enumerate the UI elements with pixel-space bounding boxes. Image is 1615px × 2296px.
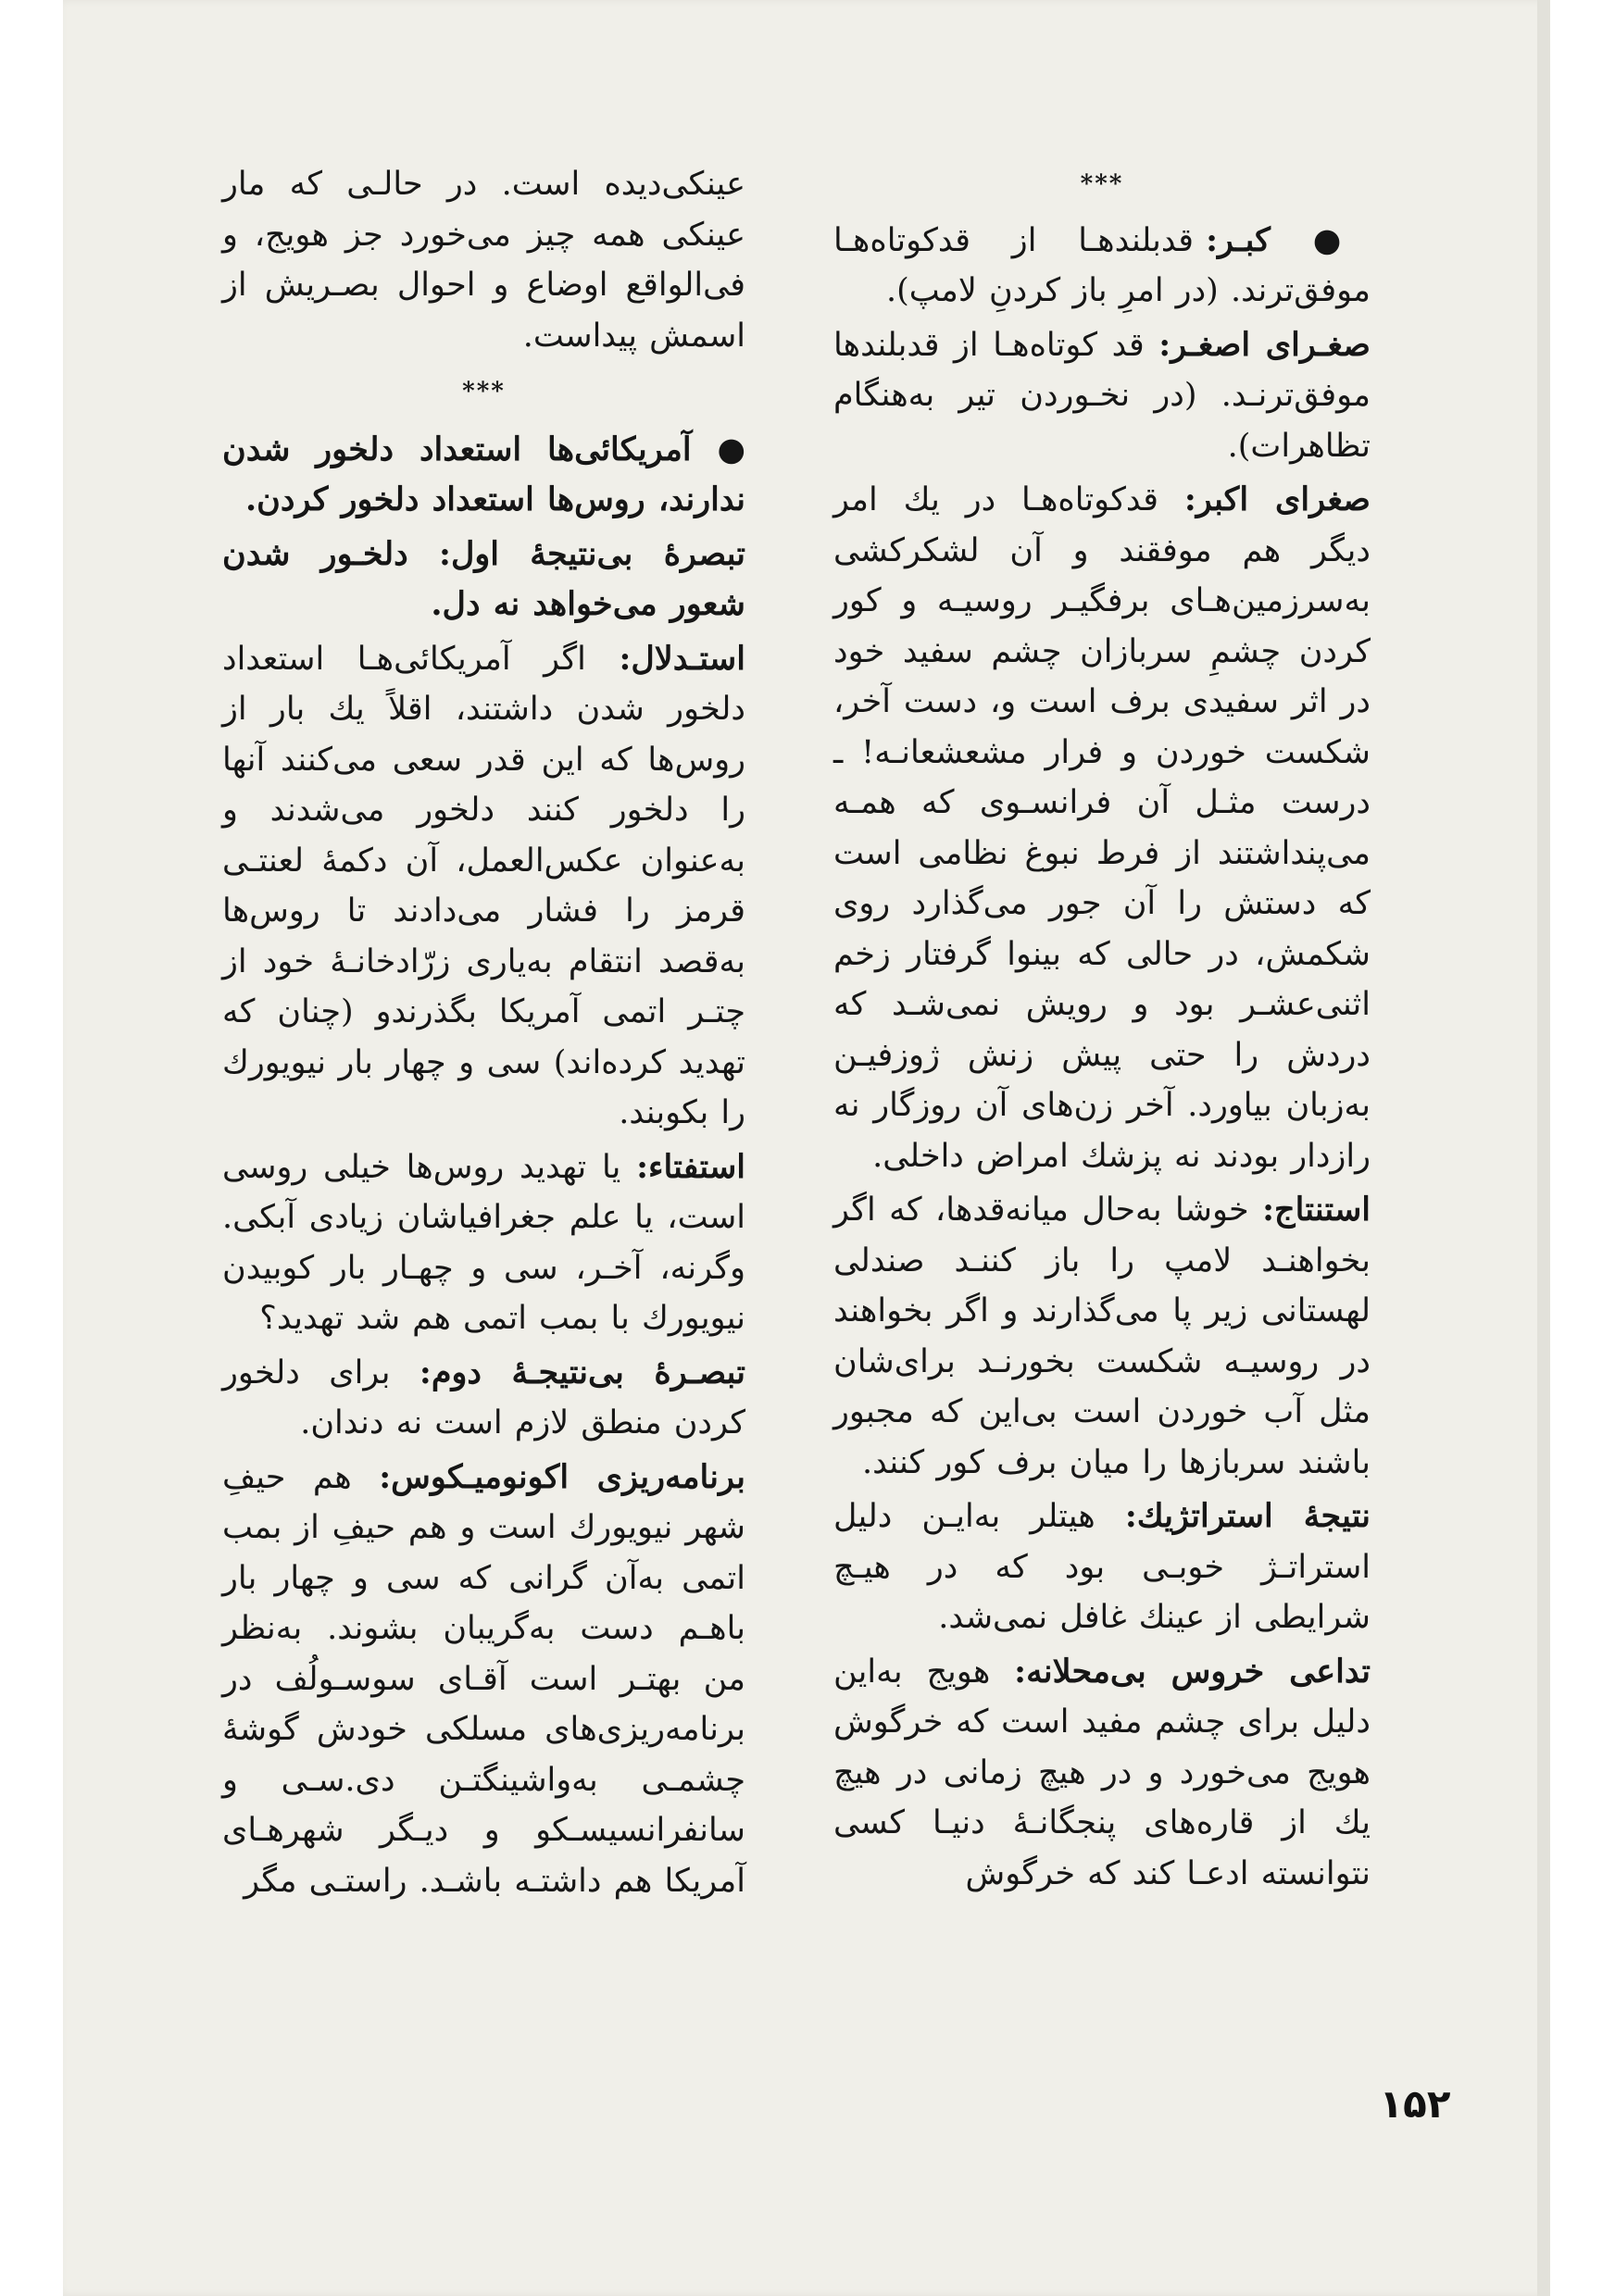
paragraph-intro: عینکی‌دیده است. در حالـی که مار عینکی همه چیز می‌خورد جز هویج، و فی‌الواقع اوضاع و احوال بصـریش از اسمش پیداست. xyxy=(222,166,745,355)
paragraph-label: ● آمریکائی‌ها استعداد دلخور شدن ندارند، روس‌ها استعداد دلخور کردن. xyxy=(222,430,745,518)
paragraph-label: استنتاج: xyxy=(1262,1191,1371,1229)
paragraph-label: تبصرهٔ بی‌نتیجهٔ اول: دلخـور شدن شعور می‌خواهد نه دل. xyxy=(222,534,745,623)
paragraph-tabsare-dovom xyxy=(222,1348,745,1449)
paragraph-text: قدبلندهـا از قدکوتاه‌هـا موفق‌ترند. (در امرِ باز کردنِ لامپ). xyxy=(833,221,1371,309)
paragraph-label: تداعی خروس بی‌محلانه: xyxy=(1014,1652,1371,1691)
paragraph-natije-strategic xyxy=(833,1491,1371,1643)
right-column xyxy=(833,159,1371,1899)
paragraph-text: هم حیفِ شهر نیویورك است و هم حیفِ از بمب اتمی به‌آن گرانی که سی و چهار بار باهـم دست به‌گریبان بشوند. به‌نظر من بهتـر است آقـای سوسـولُف در برنامه‌ریزی‌های مسلکی خودش گوشهٔ چشمـی به‌واشینگتـن دی.سـی و سانفرانسیسـکو و دیـگر شهرهـای آمریکا هم داشتـه باشـد. راستـی مگر xyxy=(222,1458,745,1900)
paragraph-text: قد کوتاه‌هـا از قدبلندها موفق‌ترنـد. (در نخـوردن تیر به‌هنگام تظاهرات). xyxy=(833,326,1371,465)
paragraph-soghra-akbar xyxy=(833,475,1371,1181)
paragraph-text: یا تهدید روس‌ها خیلی روسی است، یا علم جغرافیاشان زیادی آبکی. وگرنه، آخـر، سی و چهـار بار کوبیدن نیویورك با بمب اتمی هم شد تهدید؟ xyxy=(222,1148,745,1337)
paragraph-tadai xyxy=(833,1647,1371,1900)
paragraph-text: خوشا به‌حال میانه‌قدها، که اگر بخواهنـد لامپ را باز کننـد صندلی لهستانی زیر پا می‌گذارند و اگر بخواهند در روسیـه شکست بخورنـد برای‌شان مثل آب خوردن است بی‌این که مجبور باشند سربازها را میان برف کور کنند. xyxy=(833,1192,1371,1481)
page-number: ۱۵۲ xyxy=(1379,2081,1451,2127)
paragraph-text: هیتلر به‌ایـن دلیل استراتـژ خوبـی بود که در هیـچ شرایطی از عینك غافل نمی‌شد. xyxy=(833,1498,1371,1636)
paragraph-text: هویج به‌این دلیل برای چشم مفید است که خرگوش هویج می‌خورد و در هیچ زمانی در هیچ یك از قاره‌های پنجگانـهٔ دنیـا کسی نتوانسته ادعـا کند که خرگوش xyxy=(833,1653,1371,1892)
paragraph-estedlal xyxy=(222,634,745,1139)
paragraph-text: برای دلخور کردن منطق لازم است نه دندان. xyxy=(222,1354,745,1441)
paragraph-label: استـدلال: xyxy=(619,639,745,678)
paragraph-americans xyxy=(222,425,745,526)
section-separator: *** xyxy=(1080,170,1124,198)
page-edge xyxy=(1537,0,1550,2296)
paragraph-tabsare-aval xyxy=(222,530,745,630)
paragraph-barname-rizi xyxy=(222,1453,745,1907)
paragraph-estentaj xyxy=(833,1185,1371,1488)
paragraph-esteftaa xyxy=(222,1142,745,1344)
paragraph-label: صغـرای اصغـر: xyxy=(1158,325,1371,364)
paragraph-soghra-asghar xyxy=(833,320,1371,472)
section-separator: *** xyxy=(462,378,506,406)
paragraph-label: برنامه‌ریزی اکونومیـکوس: xyxy=(379,1457,745,1496)
paragraph-text: اگر آمریکائی‌هـا استعداد دلخور شدن داشتند، اقلاً یك بار از روس‌ها که این قدر سعی می‌کنند آنها را دلخور کنند دلخور می‌شدند و به‌عنوان عکس‌العمل، آن دکمهٔ لعنتـی قرمز را فشار می‌دادند تا روس‌ها به‌قصد انتقام به‌یاری زرّادخانـهٔ خود از چتـر اتمی آمریکا بگذرندو (چنان که تهدید کرده‌اند) سی و چهار بار نیویورك را بکوبند. xyxy=(222,640,745,1131)
paragraph-label: ● کبـر: xyxy=(1206,220,1371,259)
paragraph-label: استفتاء: xyxy=(636,1147,745,1186)
paragraph-label: نتیجهٔ استراتژیك: xyxy=(1124,1497,1371,1535)
left-column xyxy=(222,159,745,1906)
paragraph-kobra xyxy=(833,216,1371,317)
paragraph-label: صغرای اکبر: xyxy=(1183,480,1371,518)
paragraph-text: قدکوتاه‌هـا در یك امر دیگر هم موفقند و آن لشکرکشی به‌سرزمین‌هـای برفگیـر روسیـه و کور کردن چشمِ سربازان چشم سفید خود در اثر سفیدی برف است و، دست آخر، شکست خوردن و فرار مشعشعانـه! ـ درست مثـل آن فرانسـوی که همـه می‌پنداشتند از فرط نبوغ نظامی است که دستش را آن جور می‌گذارد روی شکمش، در حالی که بینوا گرفتار زخم اثنی‌عشـر بود و رویش نمی‌شـد که دردش را حتی پیش زنش ژوزفیـن به‌زبان بیاورد. آخر زن‌های آن روزگار نه رازدار بودند نه پزشك امراض داخلی. xyxy=(833,481,1371,1175)
paragraph-label: تبصـرهٔ بی‌نتیجـهٔ دوم: xyxy=(419,1353,745,1391)
